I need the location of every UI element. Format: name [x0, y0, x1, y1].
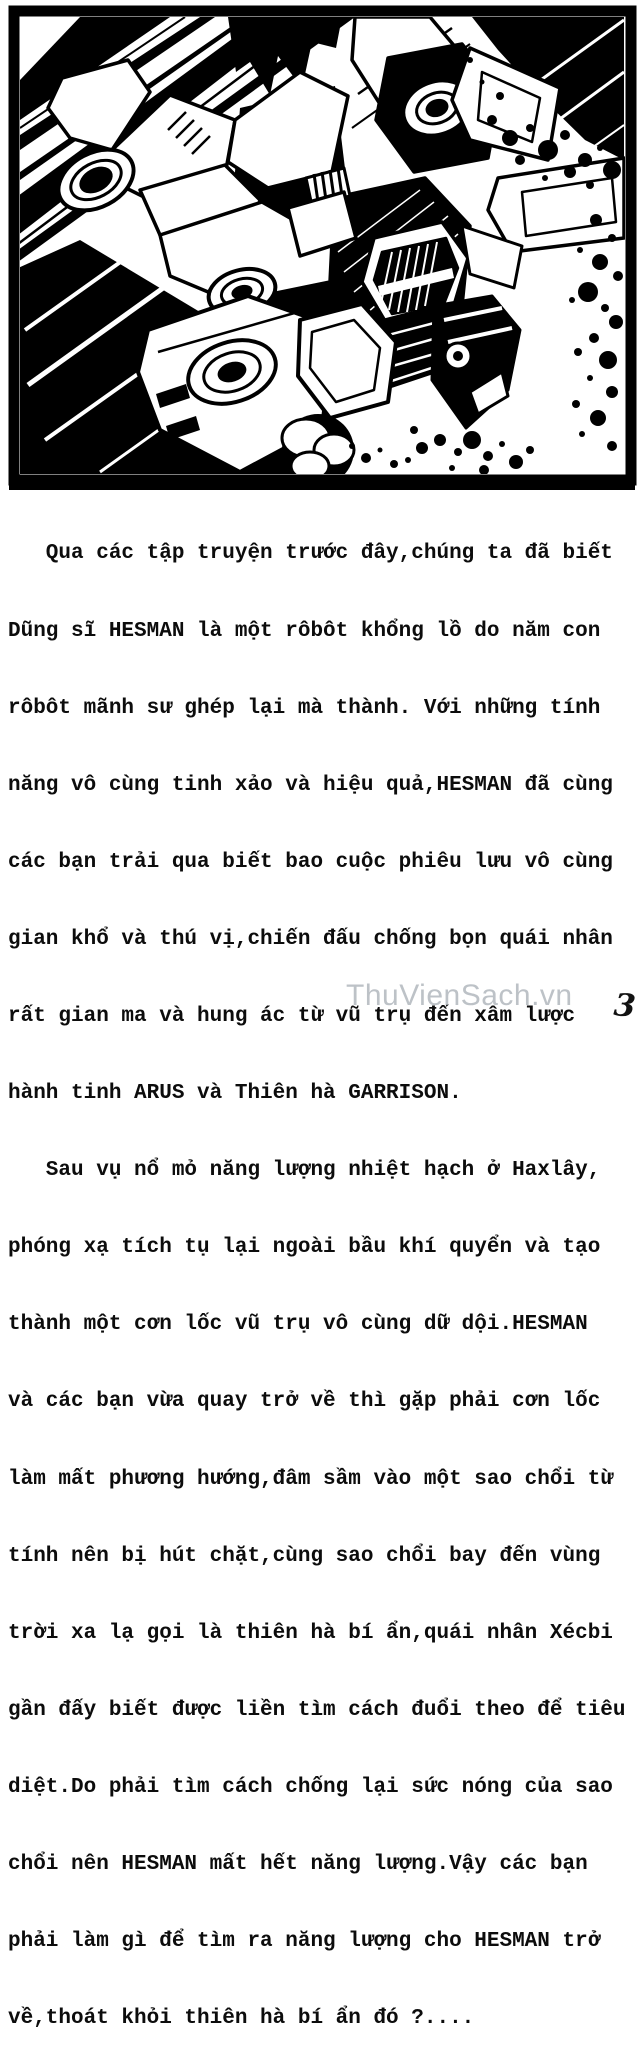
story-line: tính nên bị hút chặt,cùng sao chổi bay đến vùng	[8, 1544, 601, 1568]
story-line: và các bạn vừa quay trở về thì gặp phải cơn lốc	[8, 1390, 601, 1414]
story-line: diệt.Do phải tìm cách chống lại sức nóng của sao	[8, 1775, 613, 1799]
story-text	[8, 490, 642, 2048]
robot-illustration	[0, 0, 644, 497]
watermark: ThuVienSach.vn	[346, 979, 573, 1012]
story-line: trời xa lạ gọi là thiên hà bí ẩn,quái nhân Xécbi	[8, 1621, 613, 1645]
story-line: về,thoát khỏi thiên hà bí ẩn đó ?....	[8, 2007, 475, 2031]
story-line: phải làm gì để tìm ra năng lượng cho HESMAN trở	[8, 1930, 601, 1954]
story-line: rất gian ma và hung ác từ vũ trụ đến xâm lược	[8, 1004, 576, 1028]
story-line: gần đấy biết được liền tìm cách đuổi theo để tiêu	[8, 1698, 626, 1722]
story-line: làm mất phương hướng,đâm sầm vào một sao chổi từ	[8, 1467, 613, 1491]
story-line: năng vô cùng tinh xảo và hiệu quả,HESMAN đã cùng	[8, 773, 613, 797]
story-line: rôbôt mãnh sư ghép lại mà thành. Với những tính	[8, 696, 601, 720]
story-line: chổi nên HESMAN mất hết năng lượng.Vậy các bạn	[8, 1853, 588, 1876]
panel-frame-bottom	[9, 475, 635, 490]
comic-panel	[0, 0, 644, 497]
story-line: gian khổ và thú vị,chiến đấu chống bọn quái nhân	[8, 927, 613, 951]
story-line: phóng xạ tích tụ lại ngoài bầu khí quyển và tạo	[8, 1236, 601, 1260]
story-line: thành một cơn lốc vũ trụ vô cùng dữ dội.HESMAN	[8, 1313, 588, 1337]
story-line: Dũng sĩ HESMAN là một rôbôt khổng lồ do năm con	[8, 619, 601, 643]
story-line: hành tinh ARUS và Thiên hà GARRISON.	[8, 1082, 462, 1106]
story-line: Sau vụ nổ mỏ năng lượng nhiệt hạch ở Haxlây,	[8, 1159, 601, 1183]
page-number: 3	[612, 987, 638, 1025]
story-line: các bạn trải qua biết bao cuộc phiêu lưu vô cùng	[8, 850, 613, 874]
story-line: Qua các tập truyện trước đây,chúng ta đã biết	[8, 542, 613, 566]
